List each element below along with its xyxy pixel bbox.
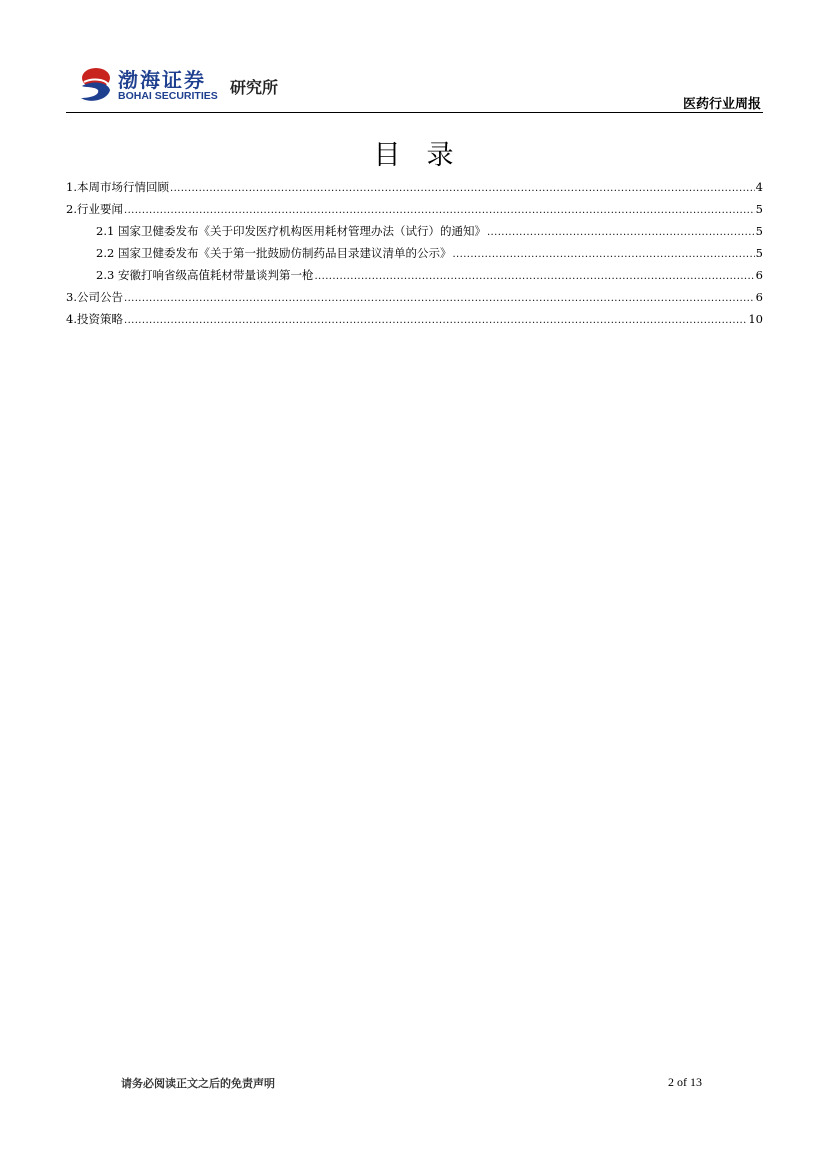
toc-entry[interactable]: [66, 198, 763, 220]
toc-entry[interactable]: [66, 308, 763, 330]
report-type: 医药行业周报: [682, 97, 761, 112]
toc-entry-title: 2.1 国家卫健委发布《关于印发医疗机构医用耗材管理办法（试行）的通知》: [96, 224, 486, 238]
toc-entry-title: 3.公司公告: [66, 290, 123, 304]
institute-label: 研究所: [230, 78, 279, 97]
toc-entry-page: 6: [755, 268, 763, 282]
toc-entry[interactable]: [66, 286, 763, 308]
toc-entry-page: 5: [755, 246, 763, 260]
toc-dot-leader: [170, 176, 755, 200]
logo-english-name: BOHAI SECURITIES: [118, 90, 218, 102]
toc-entry-page: 6: [755, 290, 763, 304]
toc-dot-leader: [124, 198, 755, 222]
toc-entry-page: 4: [755, 180, 763, 194]
toc-entry-title: 1.本周市场行情回顾: [66, 180, 169, 194]
toc-entry-page: 5: [755, 224, 763, 238]
toc-entry[interactable]: [66, 264, 763, 286]
footer-page-number: 2 of 13: [668, 1075, 702, 1089]
page-header: [66, 60, 763, 114]
toc-entry-title: 2.行业要闻: [66, 202, 123, 216]
toc-title: 目录: [373, 140, 480, 171]
bohai-logo-icon: [78, 64, 114, 104]
toc-dot-leader: [124, 308, 747, 332]
header-divider: [66, 112, 763, 113]
toc-dot-leader: [487, 220, 755, 244]
toc-entry[interactable]: [66, 220, 763, 242]
toc-entry-title: 2.3 安徽打响省级高值耗材带量谈判第一枪: [96, 268, 314, 282]
toc-entry-page: 10: [748, 312, 763, 326]
toc-dot-leader: [452, 242, 754, 266]
toc-dot-leader: [314, 264, 754, 288]
toc-entry-page: 5: [755, 202, 763, 216]
footer-disclaimer: 请务必阅读正文之后的免责声明: [121, 1077, 275, 1090]
toc-entry[interactable]: [66, 176, 763, 198]
table-of-contents: [66, 176, 763, 330]
logo-chinese-name: 渤海证券: [118, 68, 206, 92]
toc-entry-title: 4.投资策略: [66, 312, 123, 326]
toc-entry[interactable]: [66, 242, 763, 264]
toc-dot-leader: [124, 286, 755, 310]
toc-entry-title: 2.2 国家卫健委发布《关于第一批鼓励仿制药品目录建议清单的公示》: [96, 246, 452, 260]
